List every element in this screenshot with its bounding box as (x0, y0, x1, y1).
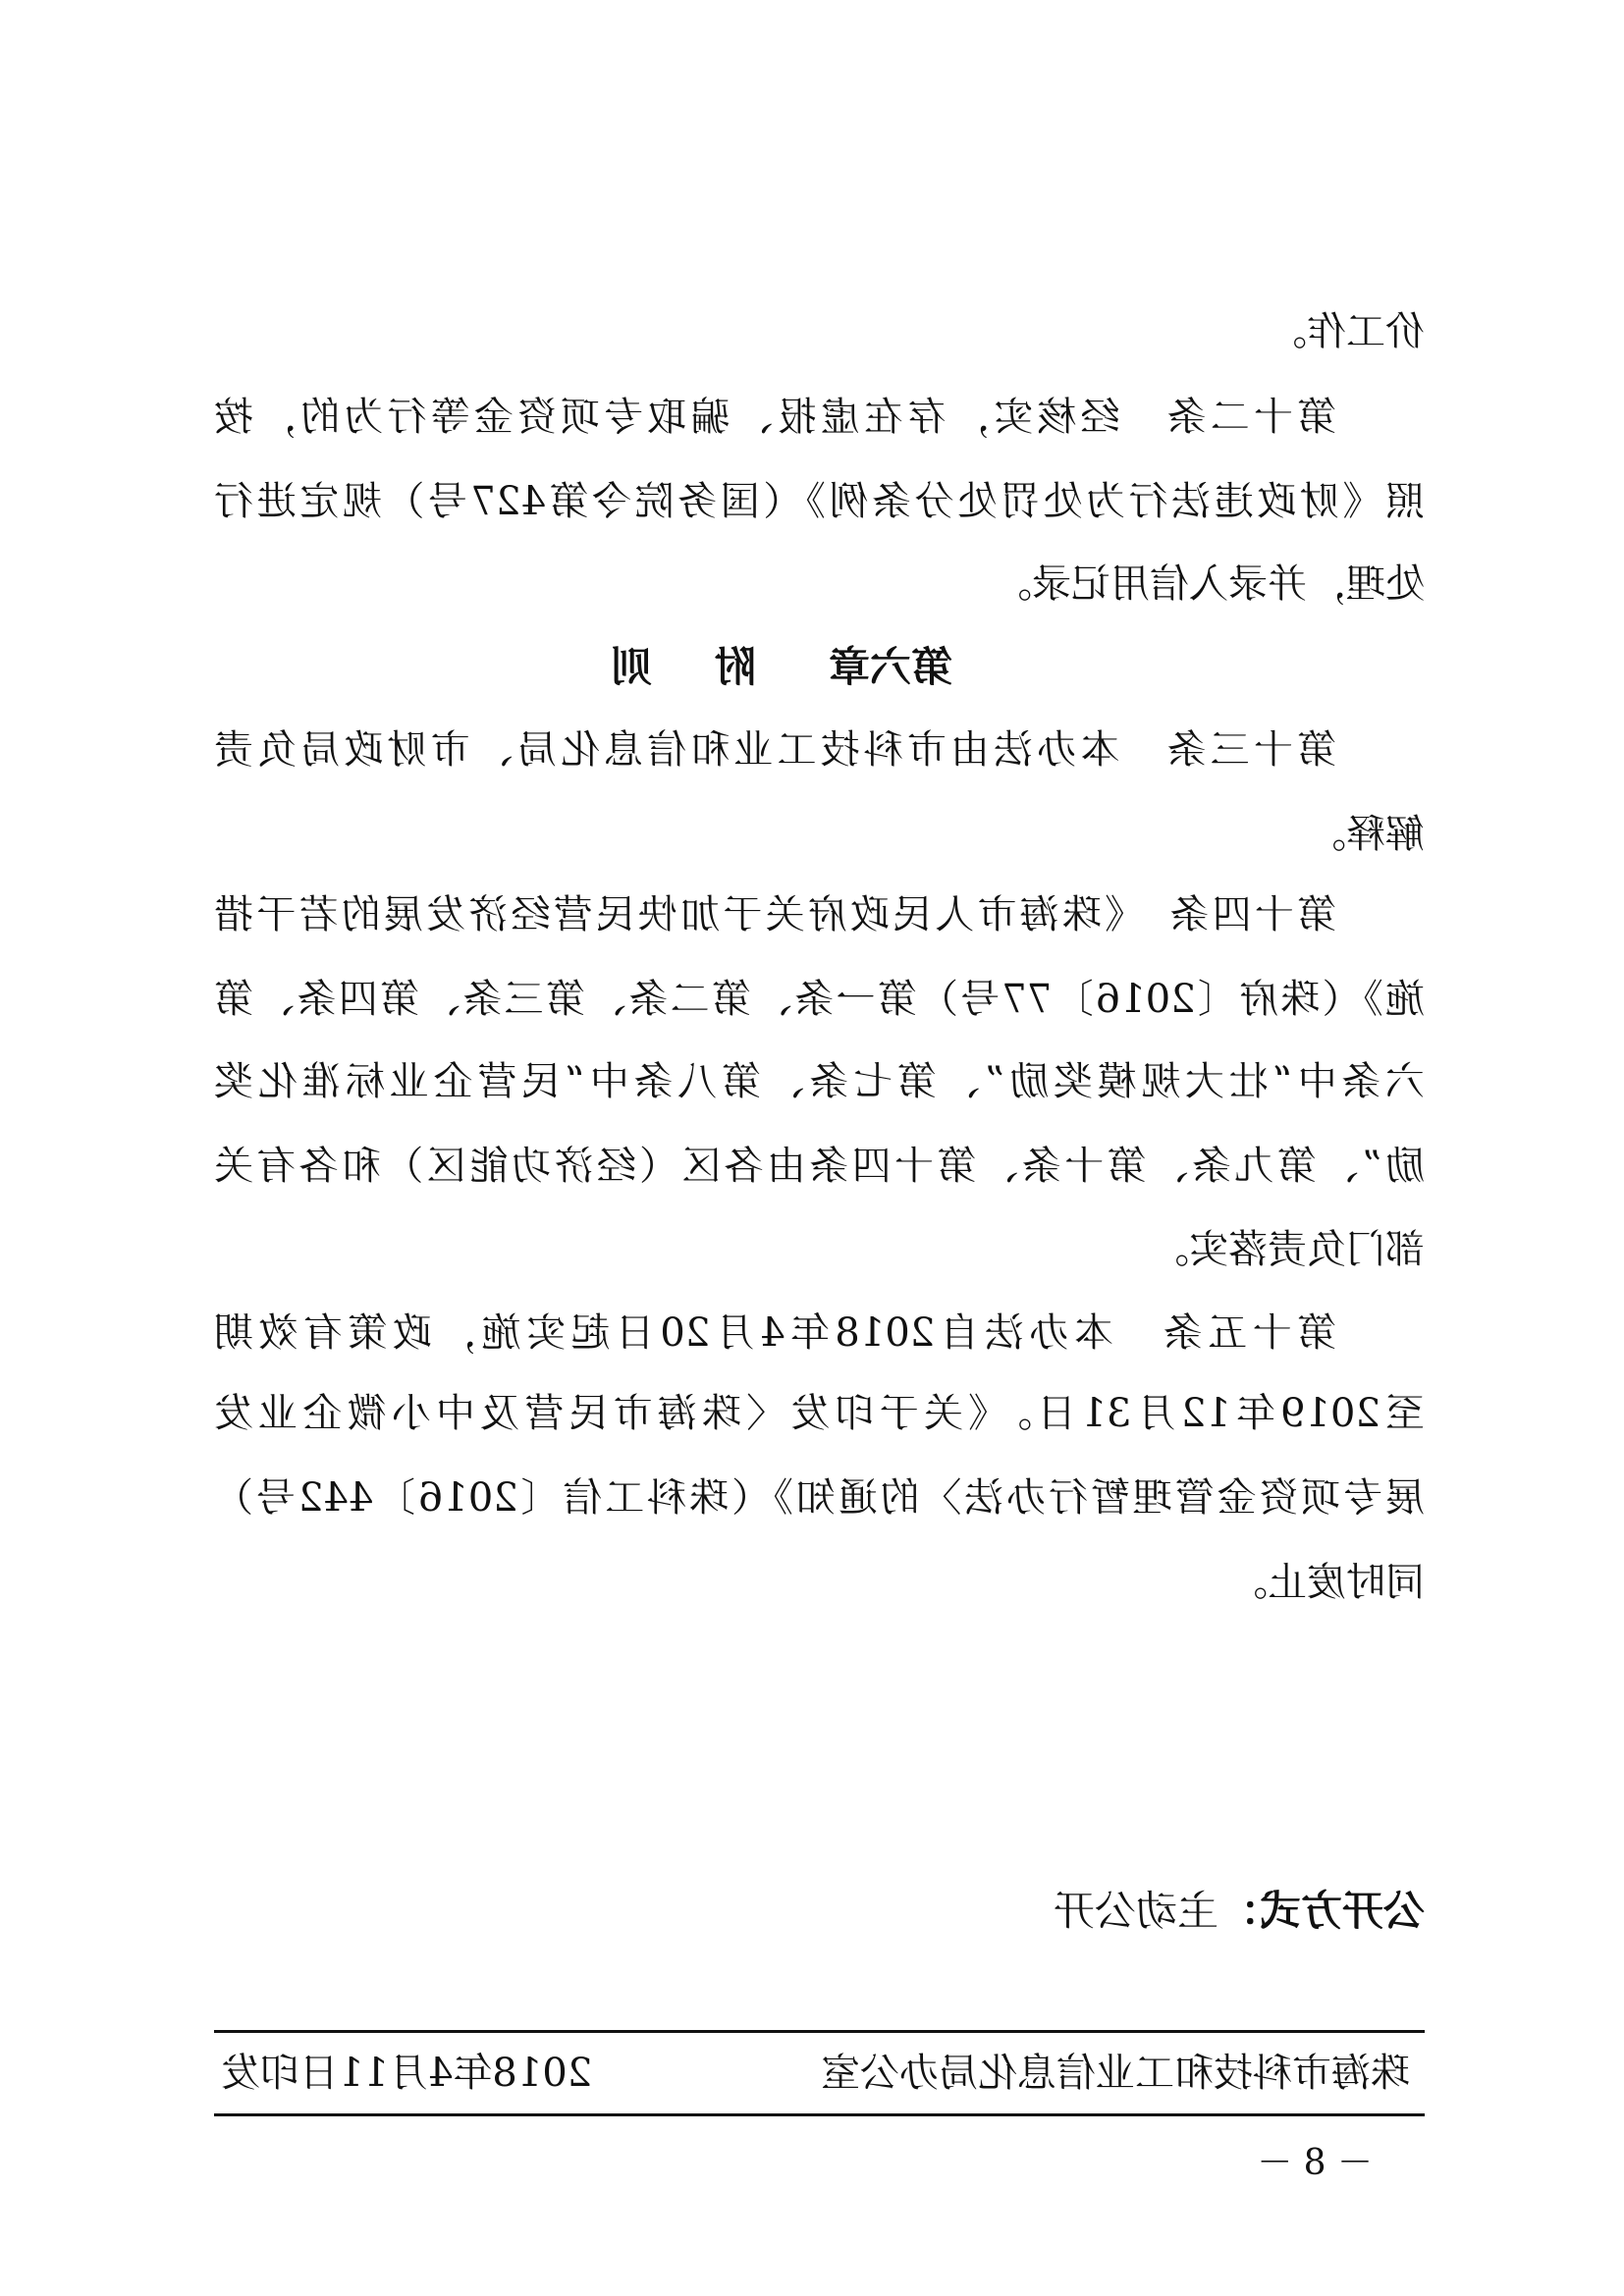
article-14-line: 部门负责落实。 (1150, 1227, 1425, 1272)
issuer-name: 珠海市科技和工业信息化局办公室 (821, 2051, 1410, 2096)
page-number: － 8 － (1257, 2143, 1373, 2183)
article-15-line: 展专项资金管理暂行办法〉的通知》（珠科工信〔2016〕442号） (214, 1475, 1425, 1521)
article-12-line: 处理，并录入信用记录。 (993, 561, 1425, 607)
chapter-heading-title: 附 (714, 643, 756, 691)
footer-top-rule (214, 2030, 1425, 2033)
article-14-line: 励”、第九条、第十条、第十四条由各区（经济功能区）和各有关 (214, 1144, 1425, 1189)
issuance-footer (221, 2044, 1410, 2103)
footer-bottom-rule (214, 2113, 1425, 2116)
article-13-line: 解释。 (1307, 812, 1425, 857)
article-13-line: 第十三条 本办法由市科技工业和信息化局、市财政局负责 (214, 727, 1336, 773)
article-14-line: 第十四条 《珠海市人民政府关于加快民营经济发展的若干措 (214, 892, 1336, 937)
article-15-line: 第十五条 本办法自2018年4月20日起实施，政策有效期 (214, 1310, 1336, 1356)
article-12-line: 照《财政违法行为处罚处分条例》（国务院令第427号）规定进行 (214, 479, 1425, 524)
issue-date: 2018年4月11日印发 (221, 2051, 593, 2096)
article-15-line: 至2019年12月31日。《关于印发〈珠海市民营及中小微企业发 (214, 1391, 1425, 1436)
chapter-heading-title: 则 (610, 643, 652, 691)
chapter-heading-number: 第六章 (828, 643, 952, 691)
article-14-line: 施》（珠府〔2016〕77号）第一条、第二条、第三条、第四条、第 (214, 977, 1425, 1022)
disclosure-value: 主动公开 (1053, 1887, 1218, 1935)
article-15-line: 同时废止。 (1228, 1560, 1425, 1605)
disclosure-label: 公开方式： (1218, 1887, 1425, 1935)
disclosure-method (1054, 1882, 1425, 1941)
article-14-line: 六条中“壮大规模奖励”、第七条、第八条中“民营企业标准化奖 (214, 1059, 1425, 1104)
continuation-line: 价工作。 (1268, 309, 1425, 354)
article-12-line: 第十二条 经核实，存在虚报、骗取专项资金等行为的，按 (214, 395, 1336, 440)
